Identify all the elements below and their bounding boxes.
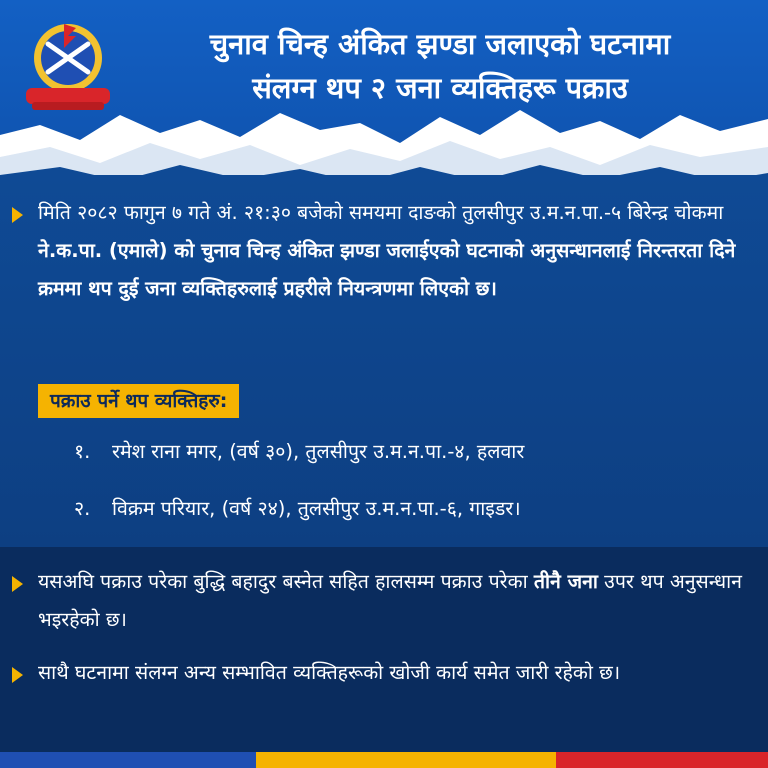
nepal-police-emblem-icon [18,14,118,114]
list-number: २. [74,497,91,520]
stripe-blue [0,752,256,768]
intro-text: मिति २०८२ फागुन ७ गते अं. २१:३० बजेको समयमा दाङको तुलसीपुर उ.म.न.पा.-५ बिरेन्द्र चोकमा [38,201,724,224]
intro-bold-text: ने.क.पा. (एमाले) को चुनाव चिन्ह अंकित झण्डा जलाईएको घटनाको अनुसन्धानलाई निरन्तरता दिने क्रममा थप दुई जना व्यक्तिहरुलाई प्रहरीले नियन्त्रणमा लिएको छ। [38,239,736,300]
bullet-arrow-icon [12,576,23,592]
list-text: विक्रम परियार, (वर्ष २४), तुलसीपुर उ.म.न.पा.-६, गाइडर। [112,497,521,520]
note-paragraph-1 [38,563,750,639]
list-text: रमेश राना मगर, (वर्ष ३०), तुलसीपुर उ.म.न.पा.-४, हलवार [112,440,525,463]
stripe-yellow [256,752,556,768]
title-line-2: संलग्न थप २ जना व्यक्तिहरू पक्राउ [252,71,628,105]
note1-bold-text: तीनै जना [533,570,598,593]
note1-text-end: उपर थप अनुसन्धान भइरहेको छ। [38,570,743,631]
page-title [130,22,750,110]
bullet-arrow-icon [12,207,23,223]
bullet-arrow-icon [12,667,23,683]
list-item [74,494,521,524]
stripe-red [556,752,768,768]
list-item [74,437,524,467]
note-paragraph-2 [38,654,750,692]
intro-paragraph [38,194,750,308]
title-line-1: चुनाव चिन्ह अंकित झण्डा जलाएको घटनामा [209,27,671,61]
arrested-label: पक्राउ पर्ने थप व्यक्तिहरु: [38,384,239,418]
note1-text: यसअघि पक्राउ परेका बुद्धि बहादुर बस्नेत सहित हालसम्म पक्राउ परेका [38,570,534,593]
list-number: १. [74,440,91,463]
note2-text: साथै घटनामा संलग्न अन्य सम्भावित व्यक्तिहरूको खोजी कार्य समेत जारी रहेको छ। [38,661,621,684]
